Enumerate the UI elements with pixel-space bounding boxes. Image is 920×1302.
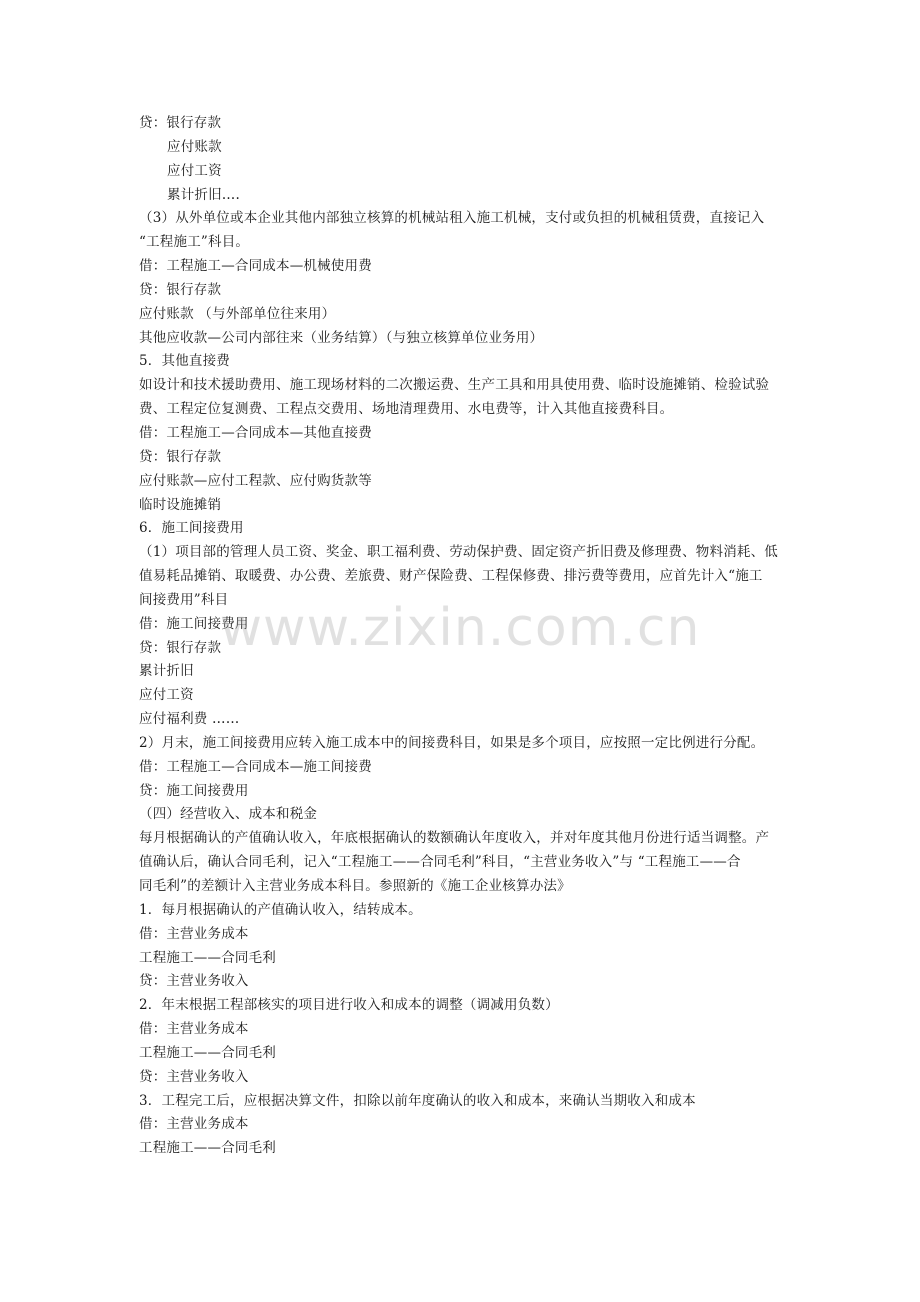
text-line: 临时设施摊销 [139,496,222,513]
text-line: 应付账款 （与外部单位往来用） [139,305,336,322]
text-line: 借：工程施工—合同成本—施工间接费 [139,758,372,775]
text-line: 工程施工——合同毛利 [139,1044,276,1061]
text-line: 间接费用”科目 [139,591,229,608]
text-line: 借：施工间接费用 [139,615,249,632]
text-line: 借：工程施工—合同成本—机械使用费 [139,258,372,275]
text-line: 同毛利”的差额计入主营业务成本科目。参照新的《施工企业核算办法》 [139,878,571,894]
text-line: 贷：银行存款 [139,448,222,465]
section-heading: 5．其他直接费 [139,353,230,370]
text-line: 应付账款—应付工程款、应付购货款等 [139,472,372,489]
text-line: 工程施工——合同毛利 [139,1140,276,1157]
document-body [139,112,789,1161]
text-line: “工程施工”科目。 [139,234,250,251]
text-line: 工程施工——合同毛利 [139,949,276,966]
text-line: 如设计和技术援助费用、施工现场材料的二次搬运费、生产工具和用具使用费、临时设施摊销、检验试验 [139,377,770,394]
text-line: 应付工资 [139,687,194,704]
section-heading: （四）经营收入、成本和税金 [139,806,318,823]
text-line: 3．工程完工后，应根据决算文件，扣除以前年度确认的收入和成本，来确认当期收入和成本 [139,1092,696,1109]
text-line: 贷：银行存款 [139,281,222,298]
text-line: 其他应收款—公司内部往来（业务结算）（与独立核算单位业务用） [139,329,544,346]
text-line: 贷：施工间接费用 [139,782,249,799]
text-line: 值确认后，确认合同毛利，记入“工程施工——合同毛利”科目，“主营业务收入”与 “工程施工——合 [139,854,741,871]
text-line: 值易耗品摊销、取暖费、办公费、差旅费、财产保险费、工程保修费、排污费等费用，应首先计入“施工 [139,568,763,585]
text-line: 借：主营业务成本 [139,1021,249,1038]
text-line: 累计折旧…. [167,186,240,203]
section-heading: 6．施工间接费用 [139,520,244,537]
watermark: www.zixin.com.cn [219,598,701,658]
text-line: （1）项目部的管理人员工资、奖金、职工福利费、劳动保护费、固定资产折旧费及修理费、物料消耗、低 [139,544,778,561]
text-line: 贷：银行存款 [139,639,222,656]
text-line: 贷：银行存款 [139,115,222,131]
text-line: 应付福利费 …… [139,711,240,728]
text-line: 贷：主营业务收入 [139,973,249,990]
text-line: 借：主营业务成本 [139,1116,249,1133]
text-line: 每月根据确认的产值确认收入，年底根据确认的数额确认年度收入，并对年度其他月份进行适当调整。产 [139,830,770,847]
text-line: 累计折旧 [139,663,194,680]
text-line: 费、工程定位复测费、工程点交费用、场地清理费用、水电费等，计入其他直接费科目。 [139,401,674,418]
text-line: 应付工资 [167,162,222,179]
text-line: 借：主营业务成本 [139,925,249,942]
text-line: 借：工程施工—合同成本—其他直接费 [139,424,372,441]
text-line: 贷：主营业务收入 [139,1068,249,1085]
text-line: （3）从外单位或本企业其他内部独立核算的机械站租入施工机械，支付或负担的机械租赁费，直接记入 [139,210,765,227]
text-line: 应付账款 [167,138,222,155]
text-line: 1．每月根据确认的产值确认收入，结转成本。 [139,901,422,918]
text-line: 2）月末，施工间接费用应转入施工成本中的间接费科目，如果是多个项目，应按照一定比例进行分配。 [139,734,765,751]
text-line: 2．年末根据工程部核实的项目进行收入和成本的调整（调减用负数） [139,997,559,1014]
